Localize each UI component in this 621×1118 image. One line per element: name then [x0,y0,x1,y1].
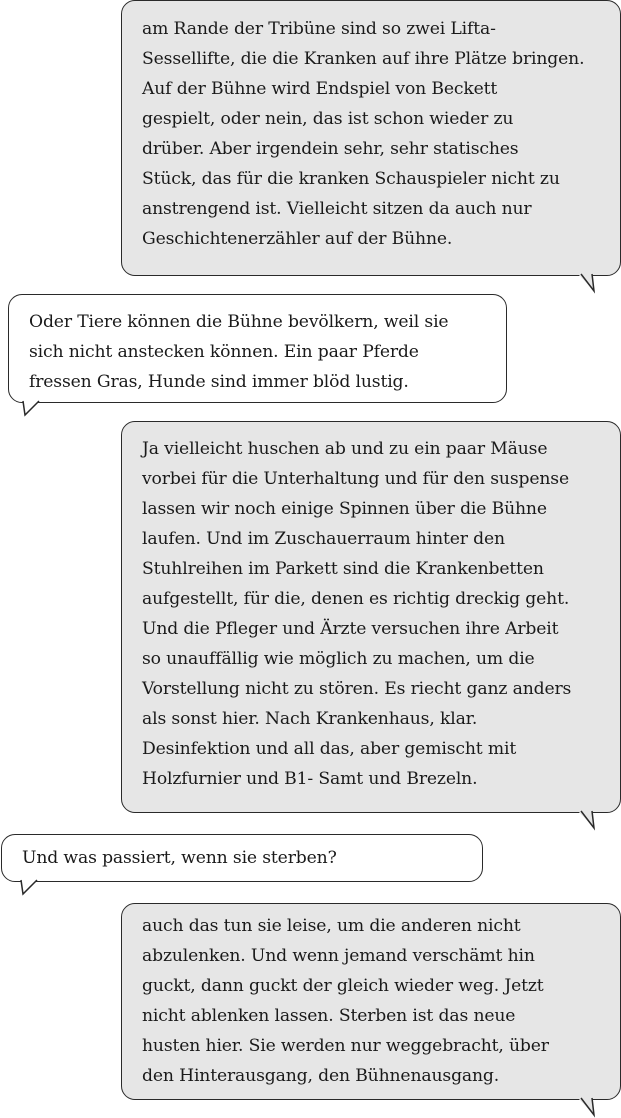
bubble-tail-icon [19,880,41,900]
message-text [142,434,606,794]
message-bubble-right [121,903,621,1100]
message-line: Desinfektion und all das, aber gemischt mit [142,739,517,759]
message-bubble-left [8,294,507,403]
message-line: vorbei für die Unterhaltung und für den suspense [142,469,569,489]
message-line: Vorstellung nicht zu stören. Es riecht ganz anders [142,679,572,699]
message-bubble-left [1,834,483,882]
message-text [142,14,606,254]
message-line: Holzfurnier und B1- Samt und Brezeln. [142,769,478,789]
message-text [142,911,606,1091]
bubble-tail-icon [578,274,600,294]
message-line: guckt, dann guckt der gleich wieder weg. Jetzt [142,976,544,996]
message-line: Auf der Bühne wird Endspiel von Beckett [142,79,498,99]
message-line: abzulenken. Und wenn jemand verschämt hin [142,946,535,966]
message-bubble-right [121,421,621,813]
message-line: Oder Tiere können die Bühne bevölkern, weil sie [29,312,449,332]
message-text [22,843,468,873]
message-line: als sonst hier. Nach Krankenhaus, klar. [142,709,478,729]
message-line: den Hinterausgang, den Bühnenausgang. [142,1066,500,1086]
message-line: drüber. Aber irgendein sehr, sehr statisches [142,139,519,159]
message-line: Und was passiert, wenn sie sterben? [22,848,337,868]
message-line: Geschichtenerzähler auf der Bühne. [142,229,453,249]
message-line: Ja vielleicht huschen ab und zu ein paar Mäuse [142,439,548,459]
message-line: anstrengend ist. Vielleicht sitzen da auch nur [142,199,532,219]
message-line: fressen Gras, Hunde sind immer blöd lustig. [29,372,409,392]
message-bubble-right [121,0,621,276]
message-line: nicht ablenken lassen. Sterben ist das neue [142,1006,516,1026]
message-line: Und die Pfleger und Ärzte versuchen ihre Arbeit [142,619,559,639]
message-line: auch das tun sie leise, um die anderen nicht [142,916,521,936]
bubble-tail-icon [21,401,43,421]
bubble-tail-icon [578,811,600,831]
message-line: lassen wir noch einige Spinnen über die Bühne [142,499,547,519]
message-line: Sessellifte, die die Kranken auf ihre Plätze bringen. [142,49,585,69]
bubble-tail-icon [578,1098,600,1118]
message-line: Stück, das für die kranken Schauspieler nicht zu [142,169,560,189]
message-line: sich nicht anstecken können. Ein paar Pferde [29,342,419,362]
message-text [29,307,492,397]
message-line: Stuhlreihen im Parkett sind die Krankenbetten [142,559,544,579]
message-line: husten hier. Sie werden nur weggebracht, über [142,1036,549,1056]
message-line: am Rande der Tribüne sind so zwei Lifta- [142,19,496,39]
message-line: so unauffällig wie möglich zu machen, um die [142,649,535,669]
message-line: gespielt, oder nein, das ist schon wieder zu [142,109,514,129]
message-line: aufgestellt, für die, denen es richtig dreckig geht. [142,589,570,609]
message-line: laufen. Und im Zuschauerraum hinter den [142,529,505,549]
